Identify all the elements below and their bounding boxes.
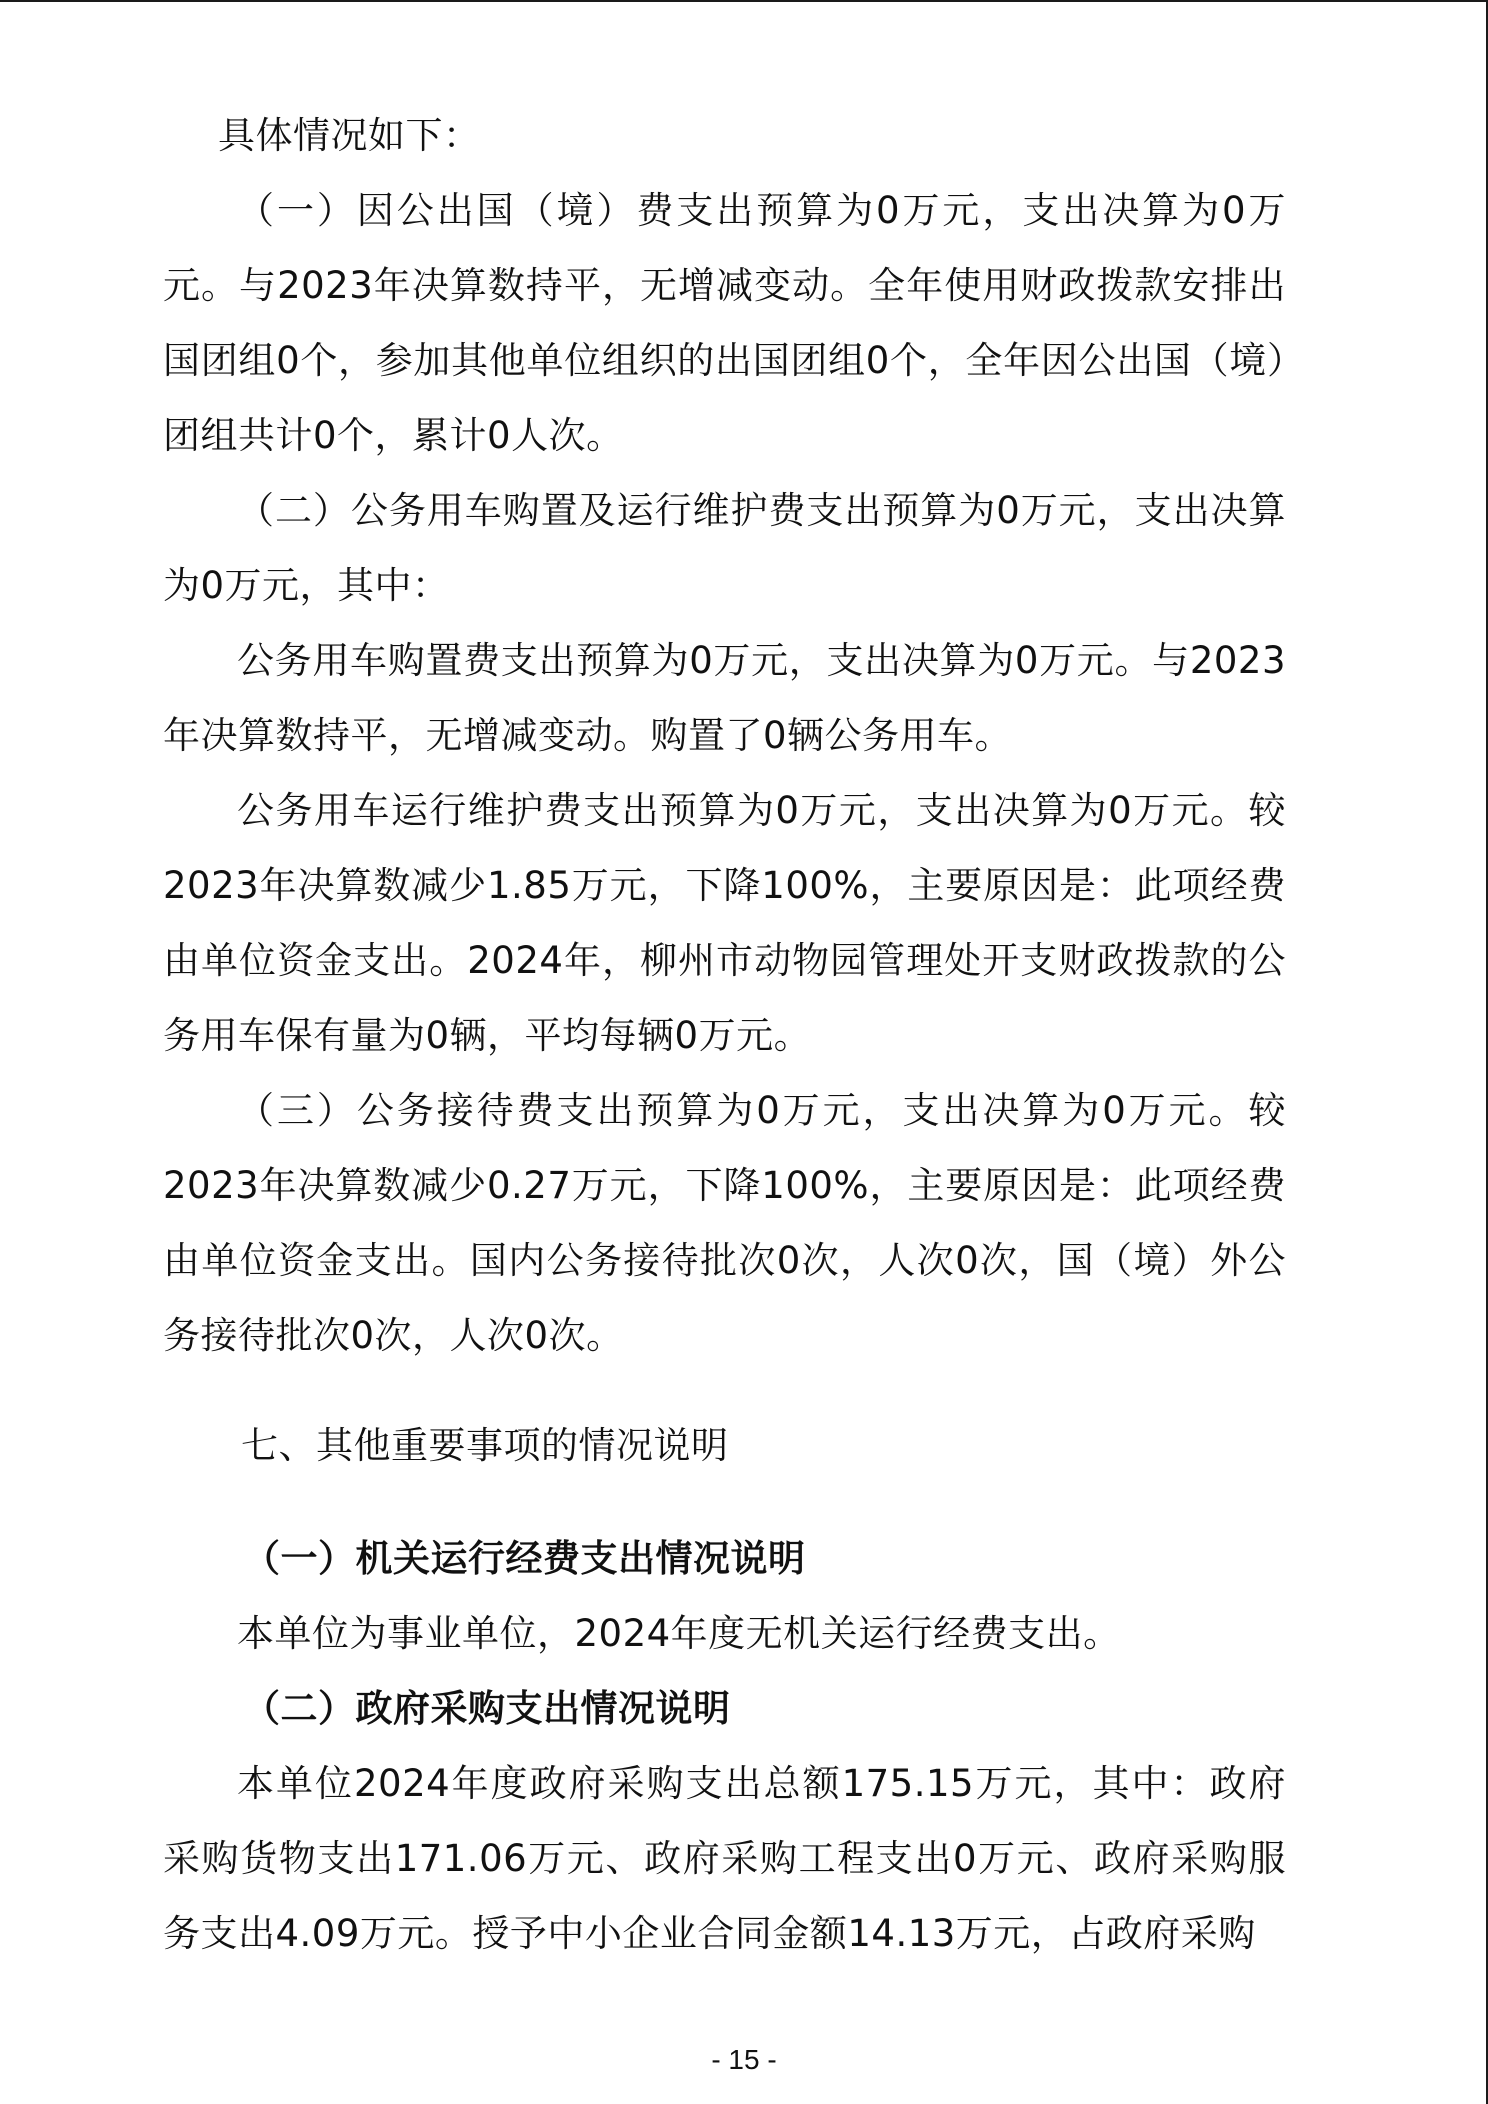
section-heading-other-matters: 七、其他重要事项的情况说明 [241,1424,729,1467]
subheading-operating-expense: （一）机关运行经费支出情况说明 [243,1537,806,1580]
page-number: - 15 - [711,2044,777,2075]
paragraph-vehicle-purchase: 公务用车购置费支出预算为0万元，支出决算为0万元。与2023年决算数持平，无增减变动。购置了0辆公务用车。 [163,639,1286,757]
paragraph-vehicle-maintenance: 公务用车运行维护费支出预算为0万元，支出决算为0万元。较2023年决算数减少1.85万元，下降100%，主要原因是：此项经费由单位资金支出。2024年，柳州市动物园管理处开支财政拨款的公务用车保有量为0辆，平均每辆0万元。 [163,789,1286,1057]
paragraph-vehicle-expense: （二）公务用车购置及运行维护费支出预算为0万元，支出决算为0万元，其中： [163,489,1286,607]
intro-paragraph: 具体情况如下： [218,114,481,157]
subheading-procurement: （二）政府采购支出情况说明 [243,1687,731,1730]
paragraph-operating-expense: 本单位为事业单位，2024年度无机关运行经费支出。 [237,1612,1121,1655]
top-border-line [0,0,1488,2]
paragraph-overseas-expense: （一）因公出国（境）费支出预算为0万元，支出决算为0万元。与2023年决算数持平，无增减变动。全年使用财政拨款安排出国团组0个，参加其他单位组织的出国团组0个，全年因公出国（境）团组共计0个，累计0人次。 [163,189,1286,457]
document-body [163,98,1286,1971]
paragraph-reception-expense: （三）公务接待费支出预算为0万元，支出决算为0万元。较2023年决算数减少0.27万元，下降100%，主要原因是：此项经费由单位资金支出。国内公务接待批次0次，人次0次，国（境）外公务接待批次0次，人次0次。 [163,1089,1286,1357]
paragraph-procurement: 本单位2024年度政府采购支出总额175.15万元，其中：政府采购货物支出171.06万元、政府采购工程支出0万元、政府采购服务支出4.09万元。授予中小企业合同金额14.13万元，占政府采购 [163,1762,1286,1955]
